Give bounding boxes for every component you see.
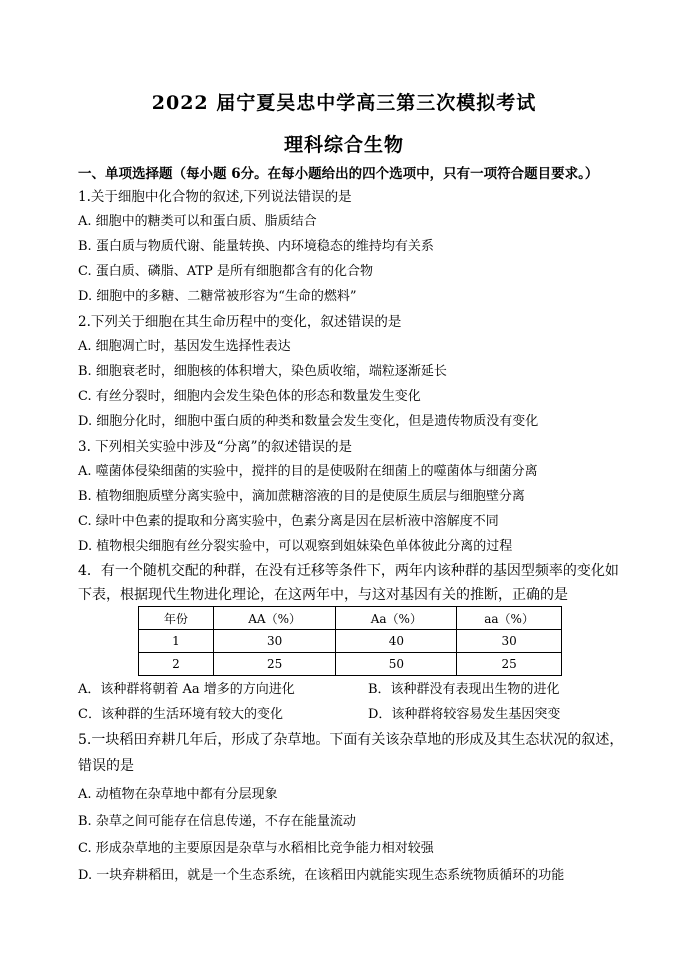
table-cell: 1 — [139, 630, 214, 653]
q5-stem-line1: 5.一块稻田弃耕几年后，形成了杂草地。下面有关该杂草地的形成及其生态状况的叙述， — [78, 732, 624, 748]
q4-stem-line1: 4．有一个随机交配的种群，在没有迁移等条件下，两年内该种群的基因型频率的变化如 — [78, 563, 619, 579]
q5-stem-line2: 错误的是 — [78, 758, 134, 774]
q3-option-d: D. 植物根尖细胞有丝分裂实验中，可以观察到姐妹染色单体彼此分离的过程 — [78, 539, 513, 554]
q3-option-c: C. 绿叶中色素的提取和分离实验中，色素分离是因在层析液中溶解度不同 — [78, 514, 499, 529]
q4-option-c: C．该种群的生活环境有较大的变化 — [78, 707, 283, 722]
q5-option-c: C. 形成杂草地的主要原因是杂草与水稻相比竞争能力相对较强 — [78, 841, 434, 856]
table-cell: 25 — [457, 653, 562, 676]
table-cell: 40 — [336, 630, 457, 653]
q2-option-b: B. 细胞衰老时，细胞核的体积增大，染色质收缩，端粒逐渐延长 — [78, 364, 447, 379]
table-cell: 50 — [336, 653, 457, 676]
q5-option-d: D. 一块弃耕稻田，就是一个生态系统，在该稻田内就能实现生态系统物质循环的功能 — [78, 868, 565, 883]
table-row — [139, 653, 562, 676]
q2-option-d: D. 细胞分化时，细胞中蛋白质的种类和数量会发生变化，但是遗传物质没有变化 — [78, 414, 539, 429]
section-heading: 一、单项选择题（每小题 6分。在每小题给出的四个选项中，只有一项符合题目要求。） — [78, 166, 599, 182]
q2-stem: 2.下列关于细胞在其生命历程中的变化，叙述错误的是 — [78, 314, 402, 330]
table-header-row — [139, 607, 562, 630]
q3-stem: 3. 下列相关实验中涉及“分离”的叙述错误的是 — [78, 439, 352, 455]
q4-stem-line2: 下表，根据现代生物进化理论，在这两年中，与这对基因有关的推断，正确的是 — [78, 587, 568, 603]
q1-option-b: B. 蛋白质与物质代谢、能量转换、内环境稳态的维持均有关系 — [78, 239, 434, 254]
table-cell: 30 — [457, 630, 562, 653]
q1-option-d: D. 细胞中的多糖、二糖常被形容为“生命的燃料” — [78, 289, 357, 304]
table-header-cell: 年份 — [139, 607, 214, 630]
table-cell: 25 — [213, 653, 336, 676]
table-cell: 2 — [139, 653, 214, 676]
q4-option-d: D．该种群将较容易发生基因突变 — [368, 707, 561, 722]
exam-title: 2022 届宁夏吴忠中学高三第三次模拟考试 — [151, 92, 537, 114]
q1-option-a: A. 细胞中的糖类可以和蛋白质、脂质结合 — [78, 214, 317, 229]
q4-option-b: B．该种群没有表现出生物的进化 — [368, 682, 560, 697]
exam-subtitle: 理科综合生物 — [283, 134, 404, 156]
q3-option-a: A. 噬菌体侵染细菌的实验中，搅拌的目的是使吸附在细菌上的噬菌体与细菌分离 — [78, 464, 538, 479]
q5-option-b: B. 杂草之间可能存在信息传递，不存在能量流动 — [78, 814, 356, 829]
q5-option-a: A. 动植物在杂草地中都有分层现象 — [78, 787, 278, 802]
table-header-cell: AA（%） — [213, 607, 336, 630]
table-cell: 30 — [213, 630, 336, 653]
q2-option-a: A. 细胞凋亡时，基因发生选择性表达 — [78, 339, 291, 354]
q3-option-b: B. 植物细胞质壁分离实验中，滴加蔗糖溶液的目的是使原生质层与细胞壁分离 — [78, 489, 525, 504]
table-header-cell: Aa（%） — [336, 607, 457, 630]
q1-option-c: C. 蛋白质、磷脂、ATP 是所有细胞都含有的化合物 — [78, 264, 373, 279]
q2-option-c: C. 有丝分裂时，细胞内会发生染色体的形态和数量发生变化 — [78, 389, 421, 404]
q1-stem: 1.关于细胞中化合物的叙述,下列说法错误的是 — [78, 189, 352, 205]
q4-option-a: A．该种群将朝着 Aa 增多的方向进化 — [78, 682, 295, 697]
table-row — [139, 630, 562, 653]
table-header-cell: aa（%） — [457, 607, 562, 630]
genotype-frequency-table — [138, 606, 562, 676]
